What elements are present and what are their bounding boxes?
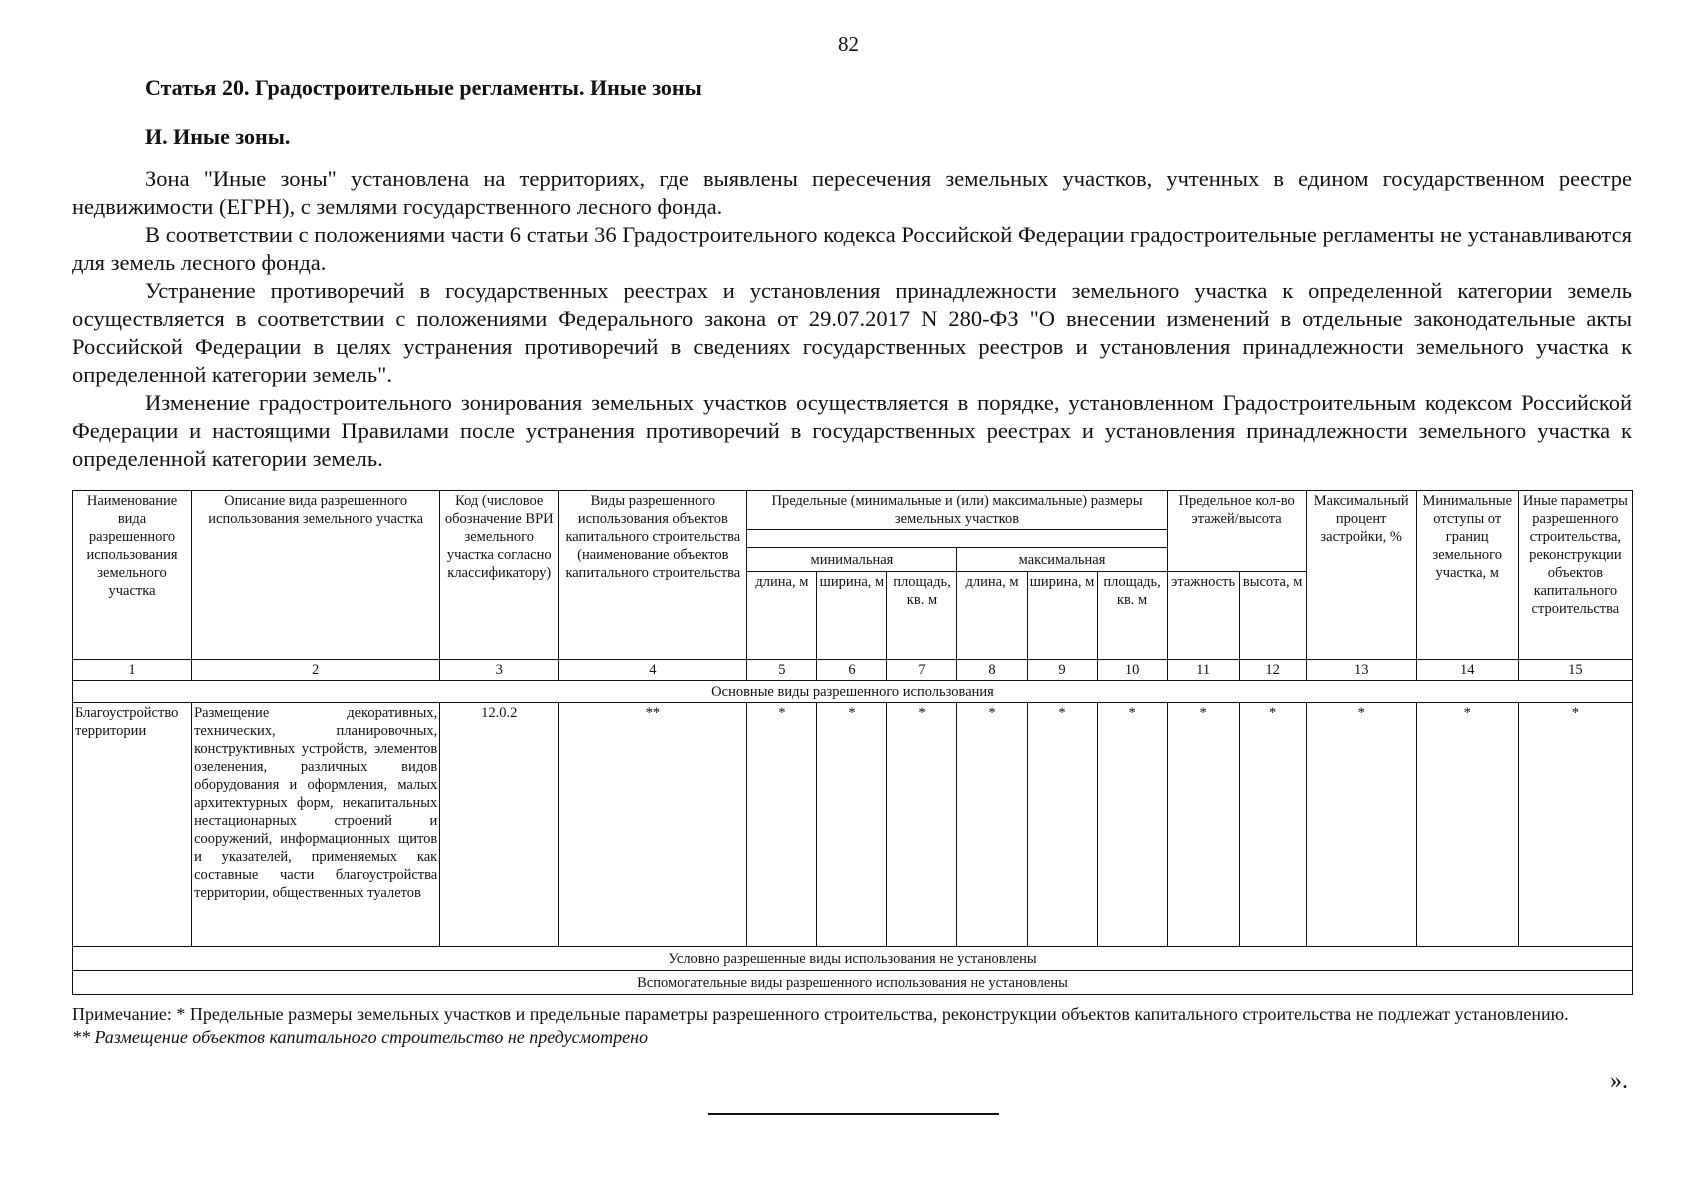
cell-name: Благоустройство территории [73, 703, 192, 947]
header-description: Описание вида разрешенного использования земельного участка [192, 491, 440, 660]
cell-value: * [957, 703, 1027, 947]
cell-value: * [1097, 703, 1167, 947]
cell-capital: ** [559, 703, 747, 947]
column-number: 13 [1306, 660, 1416, 681]
cell-value: * [887, 703, 957, 947]
header-min-area: площадь, кв. м [887, 572, 957, 660]
header-plot-limits: Предельные (минимальные и (или) максимальные) размеры земельных участков [747, 491, 1167, 530]
section-title: И. Иные зоны. [145, 124, 291, 149]
header-floors: этажность [1167, 572, 1239, 660]
paragraph: Зона "Иные зоны" установлена на территориях, где выявлены пересечения земельных участков, учтенных в едином государственном реестре недвижимости (ЕГРН), с землями государственного лесного фонда. [72, 166, 1632, 219]
header-min-group: минимальная [747, 548, 957, 572]
column-number: 8 [957, 660, 1027, 681]
note [72, 1003, 1632, 1049]
column-number: 12 [1239, 660, 1306, 681]
section-row [73, 947, 1633, 971]
column-number: 10 [1097, 660, 1167, 681]
column-number: 9 [1027, 660, 1097, 681]
body-text [72, 165, 1632, 473]
note-line: Примечание: * Предельные размеры земельных участков и предельные параметры разрешенного строительства, реконструкции объектов капитального строительства не подлежат установлению. [72, 1004, 1569, 1024]
cell-value: * [1416, 703, 1518, 947]
header-max-percent: Максимальный процент застройки, % [1306, 491, 1416, 660]
column-numbers-row [73, 660, 1633, 681]
column-number: 6 [817, 660, 887, 681]
section-row [73, 681, 1633, 703]
cell-value: * [1027, 703, 1097, 947]
section-main-uses: Основные виды разрешенного использования [73, 681, 1633, 703]
header-min-width: ширина, м [817, 572, 887, 660]
paragraph: В соответствии с положениями части 6 статьи 36 Градостроительного кодекса Российской Федерации градостроительные регламенты не устанавливаются для земель лесного фонда. [72, 222, 1632, 275]
column-number: 15 [1518, 660, 1632, 681]
note-line: ** Размещение объектов капитального строительство не предусмотрено [72, 1027, 649, 1047]
column-number: 4 [559, 660, 747, 681]
header-capital-types: Виды разрешенного использования объектов капитального строительства (наименование объектов капитального строительства [559, 491, 747, 660]
header-max-width: ширина, м [1027, 572, 1097, 660]
cell-value: * [1306, 703, 1416, 947]
header-other-params: Иные параметры разрешенного строительства, реконструкции объектов капитального строительства [1518, 491, 1632, 660]
article-title: Статья 20. Градостроительные регламенты. Иные зоны [145, 75, 702, 100]
cell-value: * [817, 703, 887, 947]
column-number: 5 [747, 660, 817, 681]
cell-description: Размещение декоративных, технических, планировочных, конструктивных устройств, элементов озеленения, различных видов оборудования и оформления, малых архитектурных форм, некапитальных нестационарных строений и сооружений, информационных щитов и указателей, применяемых как составные части благоустройства территории, общественных туалетов [192, 703, 440, 947]
column-number: 14 [1416, 660, 1518, 681]
cell-value: * [1167, 703, 1239, 947]
header-name: Наименование вида разрешенного использования земельного участка [73, 491, 192, 660]
page-number: 82 [838, 32, 859, 56]
closing-quote: ». [1610, 1068, 1628, 1094]
column-number: 2 [192, 660, 440, 681]
header-max-group: максимальная [957, 548, 1167, 572]
cell-value: * [1518, 703, 1632, 947]
header-code: Код (числовое обозначение ВРИ земельного участка согласно классификатору) [440, 491, 559, 660]
column-number: 11 [1167, 660, 1239, 681]
paragraph: Изменение градостроительного зонирования земельных участков осуществляется в порядке, установленном Градостроительным кодексом Российской Федерации и настоящими Правилами после устранения противоречий в государственных реестрах и установления принадлежности земельного участка к определенной категории земель. [72, 390, 1632, 471]
header-row [73, 491, 1633, 530]
column-number: 3 [440, 660, 559, 681]
cell-code: 12.0.2 [440, 703, 559, 947]
cell-value: * [747, 703, 817, 947]
regulations-table [72, 490, 1633, 995]
header-height: высота, м [1239, 572, 1306, 660]
column-number: 1 [73, 660, 192, 681]
section-conditional-uses: Условно разрешенные виды использования не установлены [73, 947, 1633, 971]
column-number: 7 [887, 660, 957, 681]
header-min-setbacks: Минимальные отступы от границ земельного участка, м [1416, 491, 1518, 660]
cell-value: * [1239, 703, 1306, 947]
table-row [73, 703, 1633, 947]
header-max-area: площадь, кв. м [1097, 572, 1167, 660]
section-auxiliary-uses: Вспомогательные виды разрешенного использования не установлены [73, 971, 1633, 995]
header-min-length: длина, м [747, 572, 817, 660]
header-max-length: длина, м [957, 572, 1027, 660]
header-floors-height: Предельное кол-во этажей/высота [1167, 491, 1306, 572]
bottom-rule [708, 1113, 999, 1115]
paragraph: Устранение противоречий в государственных реестрах и установления принадлежности земельного участка к определенной категории земель осуществляется в соответствии с положениями Федерального закона от 29.07.2017 N 280-ФЗ "О внесении изменений в отдельные законодательные акты Российской Федерации в целях устранения противоречий в сведениях государственных реестров и установления принадлежности земельного участка к определенной категории земель". [72, 278, 1632, 387]
section-row [73, 971, 1633, 995]
